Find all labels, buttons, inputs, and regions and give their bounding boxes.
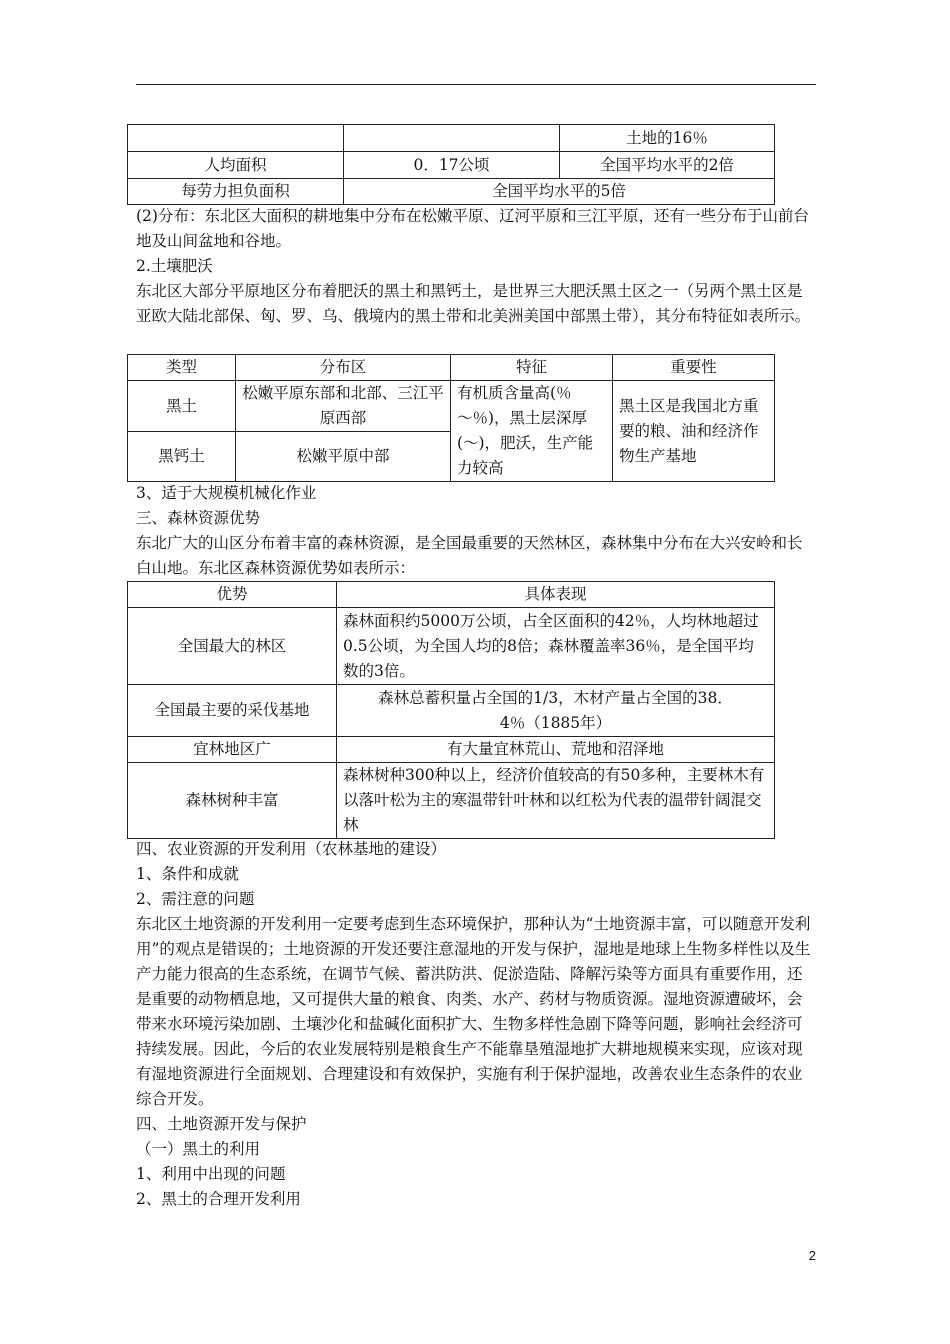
table-row	[128, 737, 775, 763]
list-item: 1、条件和成就	[136, 865, 239, 883]
table-header-cell: 特征	[451, 355, 613, 381]
table-row	[128, 685, 775, 737]
table-header-row	[128, 582, 775, 608]
table-row	[128, 381, 775, 432]
table-cell: 黑土	[128, 381, 236, 432]
paragraph-wetland: 东北区土地资源的开发利用一定要考虑到生态环境保护，那种认为“土地资源丰富，可以随意开发利用”的观点是错误的；土地资源的开发还要注意湿地的开发与保护，湿地是地球上生物多样性以及生产力能力很高的生态系统，在调节气候、蓄洪防洪、促淤造陆、降解污染等方面具有重要作用，还是重要的动物栖息地，又可提供大量的粮食、肉类、水产、药材与物质资源。湿地资源遭破坏，会带来水环境污染加剧、土壤沙化和盐碱化面积扩大、生物多样性急剧下降等问题，影响社会经济可持续发展。因此，今后的农业发展特别是粮食生产不能靠垦殖湿地扩大耕地规模来实现，应该对现有湿地资源进行全面规划、合理建设和有效保护，实施有利于保护湿地，改善农业生态条件的农业综合开发。	[136, 915, 811, 1108]
table-header-cell: 具体表现	[337, 582, 775, 608]
sub-heading: （一）黑土的利用	[136, 1140, 261, 1158]
table-header-cell: 优势	[128, 582, 337, 608]
soil-table	[127, 354, 775, 482]
table-cell: 每劳力担负面积	[128, 179, 344, 205]
table-row	[128, 125, 775, 152]
heading-forest: 三、森林资源优势	[136, 509, 261, 527]
table-cell: 松嫩平原中部	[236, 432, 451, 482]
table-cell: 森林总蓄积量占全国的1/3，木材产量占全国的38．4％（1885年）	[337, 685, 775, 737]
heading-land: 四、土地资源开发与保护	[136, 1115, 307, 1133]
table-cell: 森林树种300种以上，经济价值较高的有50多种，主要林木有以落叶松为主的寒温带针叶林和以红松为代表的温带针阔混交林	[337, 763, 775, 839]
header-rule	[136, 84, 816, 85]
text-block-1	[136, 204, 816, 329]
table-cell: 黑钙土	[128, 432, 236, 482]
table-row	[128, 152, 775, 179]
table-cell: 有机质含量高(％～％)，黑土层深厚(～)，肥沃，生产能力较高	[451, 381, 613, 482]
table-cell: 全国最大的林区	[128, 608, 337, 685]
heading-mechanization: 3、适于大规模机械化作业	[136, 484, 317, 502]
table-row	[128, 608, 775, 685]
table-header-cell: 类型	[128, 355, 236, 381]
table-header-row	[128, 355, 775, 381]
table-cell: 土地的16％	[560, 125, 775, 152]
paragraph-distribution: (2)分布：东北区大面积的耕地集中分布在松嫩平原、辽河平原和三江平原，还有一些分布于山前台地及山间盆地和谷地。	[136, 207, 809, 250]
table-row	[128, 763, 775, 839]
table-cell: 全国最主要的采伐基地	[128, 685, 337, 737]
text-block-3	[136, 837, 816, 1212]
table-row	[128, 179, 775, 205]
table-header-cell: 重要性	[613, 355, 775, 381]
table-cell: 人均面积	[128, 152, 344, 179]
table-cell: 黑土区是我国北方重要的粮、油和经济作物生产基地	[613, 381, 775, 482]
table-cell: 有大量宜林荒山、荒地和沼泽地	[337, 737, 775, 763]
page-number: 2	[808, 1248, 816, 1263]
table-cell: 0．17公顷	[344, 152, 560, 179]
table-cell: 松嫩平原东部和北部、三江平原西部	[236, 381, 451, 432]
paragraph-forest: 东北广大的山区分布着丰富的森林资源，是全国最重要的天然林区，森林集中分布在大兴安岭和长白山地。东北区森林资源优势如表所示：	[136, 534, 803, 577]
forest-table	[127, 581, 775, 839]
text-block-2	[136, 481, 816, 581]
list-item: 2、黑土的合理开发利用	[136, 1190, 301, 1208]
heading-development: 四、农业资源的开发利用（农林基地的建设）	[136, 840, 447, 858]
table-cell: 全国平均水平的5倍	[344, 179, 775, 205]
heading-soil: 2.土壤肥沃	[136, 257, 213, 275]
land-table	[127, 124, 775, 205]
table-cell	[128, 125, 344, 152]
table-cell: 全国平均水平的2倍	[560, 152, 775, 179]
table-cell: 森林面积约5000万公顷，占全区面积的42％，人均林地超过0.5公顷，为全国人均的8倍；森林覆盖率36％，是全国平均数的3倍。	[337, 608, 775, 685]
table-cell: 宜林地区广	[128, 737, 337, 763]
paragraph-soil: 东北区大部分平原地区分布着肥沃的黑土和黑钙土，是世界三大肥沃黑土区之一（另两个黑土区是亚欧大陆北部保、匈、罗、乌、俄境内的黑土带和北美洲美国中部黑土带），其分布特征如表所示。	[136, 282, 811, 325]
list-item: 2、需注意的问题	[136, 890, 255, 908]
table-header-cell: 分布区	[236, 355, 451, 381]
table-cell	[344, 125, 560, 152]
list-item: 1、利用中出现的问题	[136, 1165, 286, 1183]
table-cell: 森林树种丰富	[128, 763, 337, 839]
